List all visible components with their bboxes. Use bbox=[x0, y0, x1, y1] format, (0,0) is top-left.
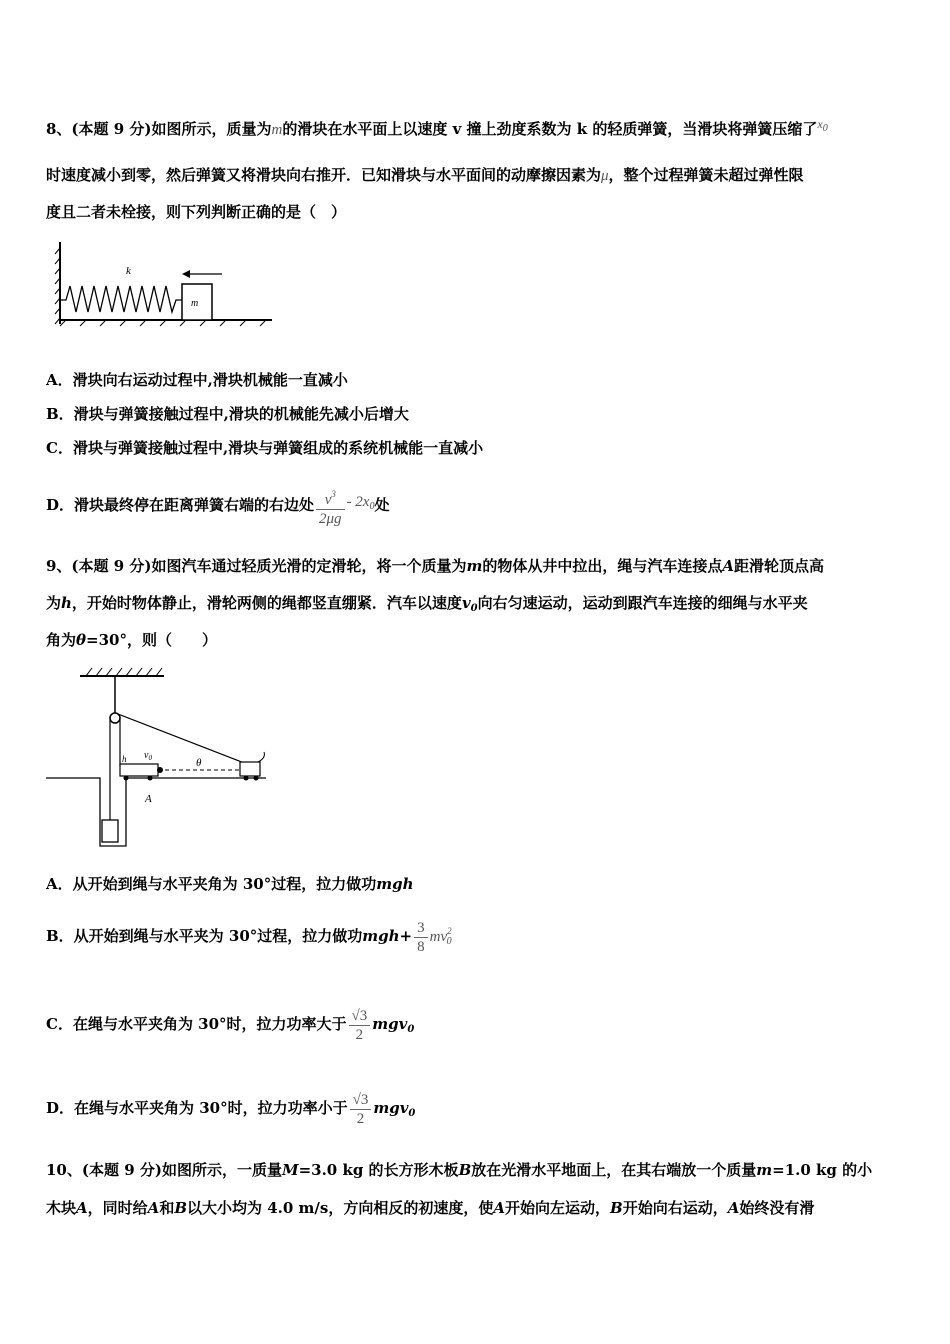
q8-line-2 bbox=[46, 165, 910, 186]
mgv0: mgv$_0$ bbox=[372, 1015, 415, 1035]
mgv0: mgv$_0$ bbox=[373, 1099, 416, 1119]
q9-line-3: 角为θ=30°，则（ ） bbox=[46, 631, 217, 649]
car-initial bbox=[120, 764, 158, 776]
point-A-dot bbox=[157, 767, 163, 773]
var-x0: x0 bbox=[817, 117, 828, 134]
mv0-squared: $mv^2_0$ bbox=[429, 926, 452, 947]
weight-block bbox=[102, 820, 118, 842]
fraction-v3-2mug: $\frac{v^3}{2\mu g}$ bbox=[316, 485, 345, 528]
var-m: m bbox=[271, 122, 283, 138]
fraction-sqrt3-2: $\frac{√3}{2}$ bbox=[349, 1007, 371, 1044]
q9-figure bbox=[44, 666, 270, 850]
q8-text: 8、(本题 9 分)如图所示，质量为 bbox=[46, 120, 272, 138]
var-m: m bbox=[466, 557, 483, 575]
q10-line-1: 10、(本题 9 分)如图所示，一质量M=3.0 kg 的长方形木板B放在光滑水平地面上，在其右端放一个质量m=1.0 kg 的小 bbox=[46, 1161, 873, 1179]
fraction-3-8: $\frac{3}{8}$ bbox=[414, 919, 428, 956]
q9-option-a: A．从开始到绳与水平夹角为 30°过程，拉力做功mgh bbox=[46, 875, 414, 893]
minus-2x0: - $2x_0$ bbox=[346, 494, 375, 512]
arrow-head-icon bbox=[182, 270, 190, 278]
q9-option-b: B．从开始到绳与水平夹为 30°过程，拉力做功mgh+ $\frac{3}{8}$ $mv^2_0$ bbox=[46, 919, 452, 955]
q9-line-2: 为h，开始时物体静止，滑轮两侧的绳都竖直绷紧．汽车以速度$v_0$向右匀速运动，运动到跟汽车连接的细绳与水平夹 bbox=[46, 594, 808, 614]
q8-option-a: A．滑块向右运动过程中,滑块机械能一直减小 bbox=[46, 371, 348, 389]
q9-option-c: C．在绳与水平夹角为 30°时，拉力功率大于 $\frac{√3}{2}$ mgv$_0$ bbox=[46, 1007, 415, 1043]
q8-figure bbox=[52, 238, 276, 330]
var-theta: θ bbox=[76, 631, 87, 649]
ceiling-hatching bbox=[86, 668, 162, 676]
var-A: A bbox=[722, 557, 735, 575]
q8-option-b: B．滑块与弹簧接触过程中,滑块的机械能先减小后增大 bbox=[46, 405, 409, 423]
q8-line-1 bbox=[46, 114, 910, 140]
q9-line-1: 9、(本题 9 分)如图汽车通过轻质光滑的定滑轮，将一个质量为m的物体从井中拉出，绳与汽车连接点A距滑轮顶点高 bbox=[46, 557, 825, 575]
rope-to-car bbox=[118, 714, 252, 766]
var-mu: μ bbox=[601, 168, 609, 184]
A-label: A bbox=[145, 793, 152, 805]
q8-option-c: C．滑块与弹簧接触过程中,滑块与弹簧组成的系统机械能一直减小 bbox=[46, 439, 484, 457]
h-label: h bbox=[122, 754, 127, 764]
q10-line-2: 木块A，同时给A和B以大小均为 4.0 m/s，方向相反的初速度，使A开始向左运动，B开始向右运动，A始终没有滑 bbox=[46, 1199, 815, 1217]
v0-label: $v_0$ bbox=[144, 750, 152, 762]
q8-option-d bbox=[46, 478, 910, 526]
var-h: h bbox=[61, 594, 72, 612]
var-v0: $v_0$ bbox=[461, 594, 478, 614]
q8-line-3: 度且二者未栓接，则下列判断正确的是（ ） bbox=[46, 203, 347, 221]
q8-text: 的滑块在水平面上以速度 v 撞上劲度系数为 k 的轻质弹簧，当滑块将弹簧压缩了 bbox=[282, 120, 818, 138]
block-label: m bbox=[191, 298, 199, 309]
ground-and-well bbox=[46, 778, 266, 846]
car-final bbox=[240, 762, 260, 776]
q8-text: 时速度减小到零，然后弹簧又将滑块向右推开．已知滑块与水平面间的动摩擦因素为 bbox=[46, 166, 602, 184]
fraction-sqrt3-2: $\frac{√3}{2}$ bbox=[350, 1091, 372, 1128]
theta-label: θ bbox=[196, 757, 202, 769]
q8-text: ，整个过程弹簧未超过弹性限 bbox=[608, 166, 804, 184]
q8-option-d-text: D．滑块最终停在距离弹簧右端的右边处 bbox=[46, 496, 315, 514]
q9-option-d: D．在绳与水平夹角为 30°时，拉力功率小于 $\frac{√3}{2}$ mgv$_0$ bbox=[46, 1091, 416, 1127]
spring-icon bbox=[60, 286, 182, 312]
q8-option-d-tail: 处 bbox=[374, 496, 390, 514]
spring-label: k bbox=[126, 265, 131, 277]
